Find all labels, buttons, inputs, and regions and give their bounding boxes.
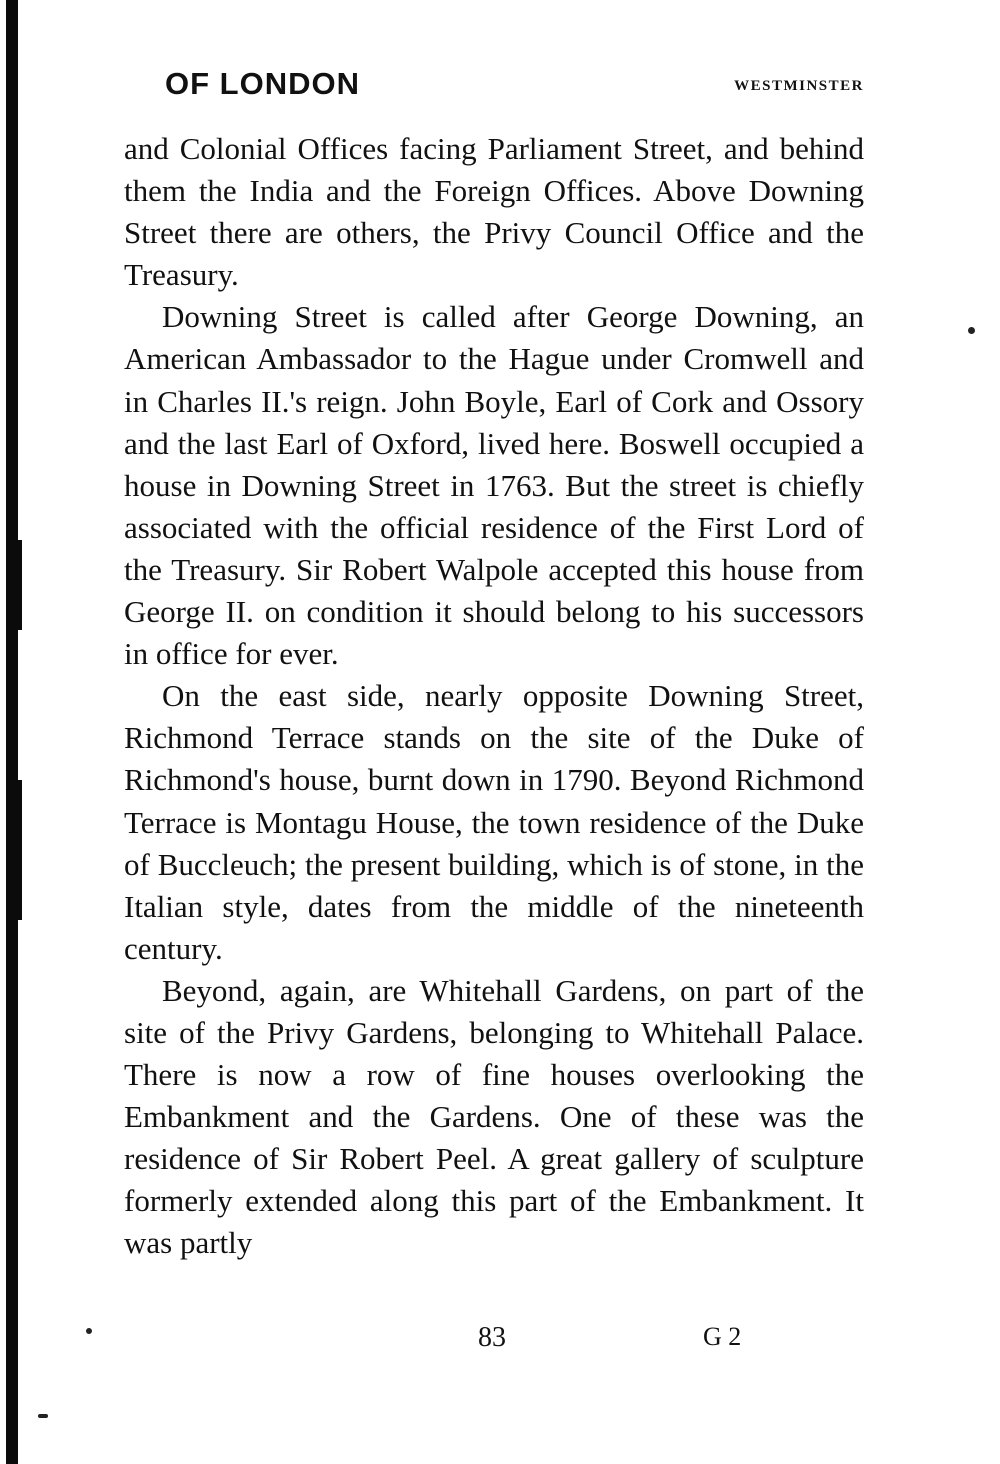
scan-speck [968,327,975,334]
running-title: OF LONDON [165,66,360,101]
paragraph-whitehall-gardens: Beyond, again, are Whitehall Gardens, on part of the site of the Privy Gardens, belonging to Whitehall Palace. There is now a row of fine houses overlooking the Embankment and the Gardens. One of these was the residence of Sir Robert Peel. A great gallery of sculpture formerly extended along this part of the Embankment. It was partly [124,972,864,1261]
section-title: WESTMINSTER [734,78,864,94]
paragraph-downing-street: Downing Street is called after George Downing, an American Ambassador to the Hague under Cromwell and in Charles II.'s reign. John Boyle, Earl of Cork and Ossory and the last Earl of Oxford, lived here. Boswell occupied a house in Downing Street in 1763. But the street is chiefly associated with the official residence of the First Lord of the Treasury. Sir Robert Walpole accepted this house from George II. on condition it should belong to his successors in office for ever. [124,299,864,672]
page-number: 83 [478,1322,506,1353]
signature-mark: G 2 [703,1322,742,1351]
scan-binding-edge [6,0,18,1464]
scan-speck [38,1414,48,1418]
scan-edge-notch [14,540,22,630]
scan-speck [86,1328,92,1334]
page-header [165,66,864,106]
scan-edge-notch [14,780,22,920]
paragraph-continued: and Colonial Offices facing Parliament Street, and behind them the India and the Foreign Offices. Above Downing Street there are others, the Privy Council Office and the Treasury. [124,131,864,293]
page-body [124,128,864,1265]
paragraph-richmond-terrace: On the east side, nearly opposite Downing Street, Richmond Terrace stands on the site of the Duke of Richmond's house, burnt down in 1790. Beyond Richmond Terrace is Montagu House, the town residence of the Duke of Buccleuch; the present building, which is of stone, in the Italian style, dates from the middle of the nineteenth century. [124,678,864,966]
